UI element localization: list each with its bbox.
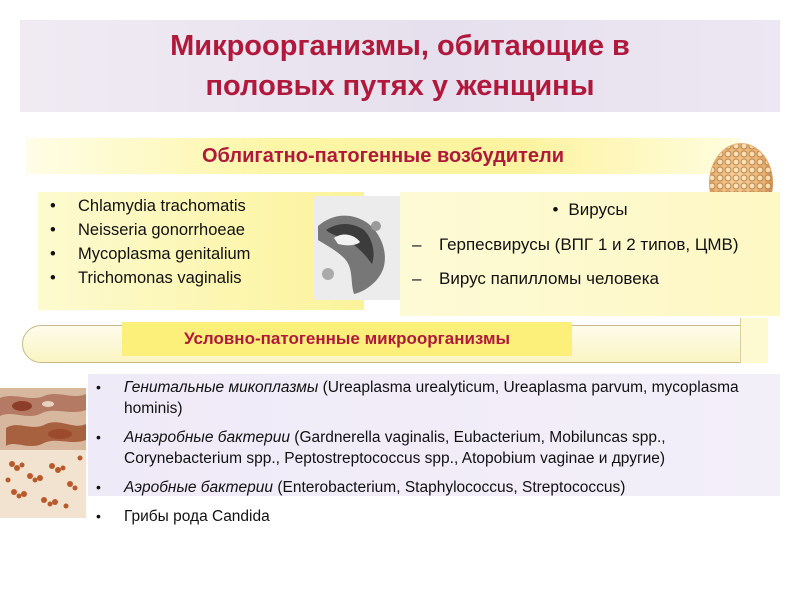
obligate-heading: Облигатно-патогенные возбудители	[202, 145, 564, 167]
micrograph-image	[314, 196, 400, 300]
item-name: Анаэробные бактерии	[124, 429, 290, 446]
list-item: • Chlamydia trachomatis	[50, 194, 250, 218]
page-title-line-2: половых путях у женщины	[205, 70, 595, 102]
item-detail: (Gardnerella vaginalis, Eubacterium, Mobiluncas spp., Corynebacterium spp., Peptostreptococcus spp., Atopobium vaginae и другие)	[124, 429, 666, 467]
list-item	[96, 377, 786, 419]
viruses-list	[412, 232, 776, 291]
list-item: • Mycoplasma genitalium	[50, 242, 250, 266]
conditional-heading: Условно-патогенные микроорганизмы	[183, 329, 511, 348]
obligate-bacteria-list	[50, 194, 250, 290]
item-name: Генитальные микоплазмы	[124, 379, 319, 396]
list-item: • Trichomonas vaginalis	[50, 266, 250, 290]
list-item	[96, 506, 786, 527]
item-name: Аэробные бактерии	[124, 479, 274, 496]
conditional-list	[96, 377, 786, 527]
item-detail: (Enterobacterium, Staphylococcus, Streptococcus)	[273, 479, 626, 496]
list-item: – Вирус папилломы человека	[412, 266, 776, 291]
band-tail-decoration	[740, 318, 768, 363]
viruses-heading: • Вирусы	[400, 198, 780, 222]
item-detail: Грибы рода Candida	[124, 508, 270, 525]
list-item	[96, 427, 786, 469]
list-item: • Neisseria gonorrhoeae	[50, 218, 250, 242]
list-item	[96, 477, 786, 498]
tissue-micrograph-image	[0, 388, 86, 518]
item-detail: (Ureaplasma urealyticum, Ureaplasma parvum, mycoplasma hominis)	[124, 379, 739, 417]
list-item: – Герпесвирусы (ВПГ 1 и 2 типов, ЦМВ)	[412, 232, 776, 257]
page-title-line-1: Микроорганизмы, обитающие в	[170, 30, 630, 62]
page-title	[20, 26, 780, 106]
